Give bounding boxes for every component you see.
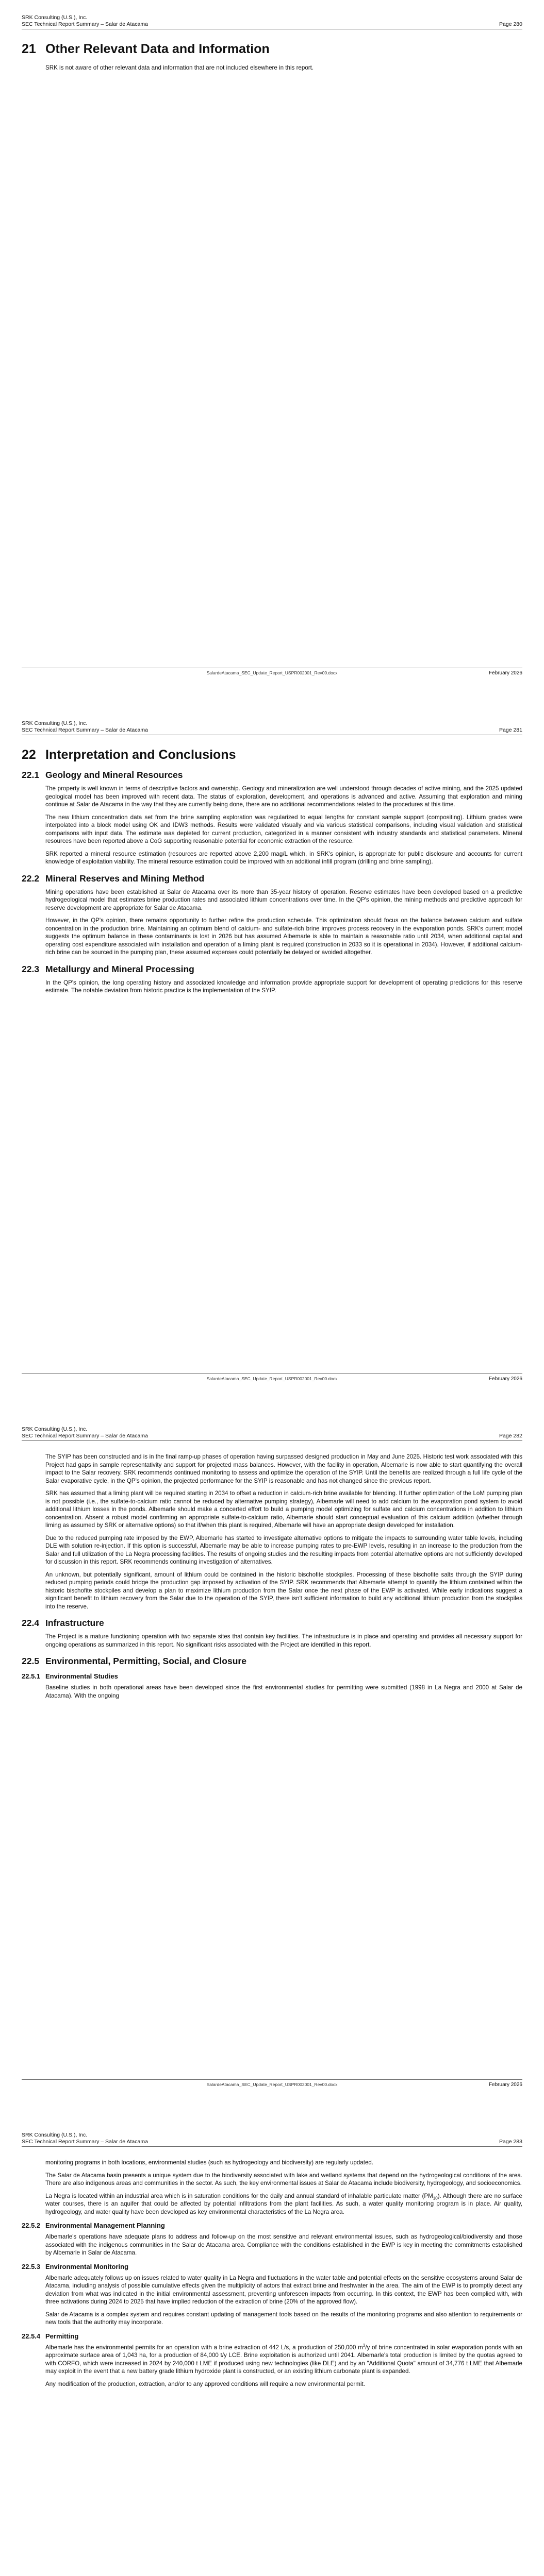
page-number: Page 282 — [499, 1433, 522, 1439]
subsection-number: 22.5.3 — [22, 2262, 41, 2270]
paragraph: The SYIP has been constructed and is in the final ramp-up phases of operation having surpassed designed production in May and June 2025. Historic test work associated with this Project had gaps in sample representativity and support for projected mass balances. However, with the facility in operation, Albemarle is now able to start quantifying the overall impact to the Salar recovery. SRK recommends continued monitoring to assess and optimize the operation of the SYIP. Until the benefits are realized through a full life cycle of the Salar evaporative cycle, in the QP's opinion, the projected performance for the SYIP is reasonable and has not changed since the previous report. — [45, 1453, 522, 1484]
page-header — [22, 14, 522, 28]
page-body — [22, 747, 522, 999]
subsection-number: 22.5.1 — [22, 1672, 41, 1680]
chapter-title: Interpretation and Conclusions — [45, 748, 236, 762]
page-number: Page 280 — [499, 21, 522, 27]
subsection-title: Permitting — [45, 2332, 79, 2340]
subsection-heading — [22, 2332, 522, 2341]
section-heading — [22, 1656, 522, 1667]
paragraph: The Project is a mature functioning operation with two separate sites that contain key facilities. The infrastructure is in place and operating and provides all necessary support for ongoing operations as summarized in this report. No significant risks associated with the Project are identified in this report. — [45, 1633, 522, 1648]
paragraph: SRK is not aware of other relevant data and information that are not included elsewhere in this report. — [45, 64, 314, 71]
footer-date: February 2026 — [488, 1376, 522, 1382]
section-heading — [22, 964, 522, 975]
subsection-heading — [22, 1672, 522, 1681]
section-number: 22.4 — [22, 1618, 40, 1628]
subsection-heading — [22, 2221, 522, 2230]
section-title: Mineral Reserves and Mining Method — [45, 873, 205, 884]
paragraph: Salar de Atacama is a complex system and requires constant updating of management tools based on the results of the monitoring programs and also attention to requirements or new tools that the authority may incorporate. — [45, 2311, 522, 2326]
company-name: SRK Consulting (U.S.), Inc. — [22, 1426, 88, 1432]
superscript: 3 — [362, 2343, 366, 2348]
footer-divider — [22, 2079, 522, 2080]
company-name: SRK Consulting (U.S.), Inc. — [22, 720, 88, 726]
paragraph — [45, 2192, 522, 2216]
section-number: 22.2 — [22, 873, 40, 884]
paragraph: Albemarle adequately follows up on issues related to water quality in La Negra and fluctuations in the water table and potential effects on the sensitive ecosystems around Salar de Atacama, including analysis of possible cumulative effects given the multiplicity of actors that extract brine and freshwater in the area. The aim of the EWP is to promptly detect any deviation from what was indicated in the initial environmental assessment, preventing unforeseen impacts from occurring. In this context, the EWP has been complied with, with three activations during 2024 to 2025 that have implied reduction of the extraction of brine (20% of the approved flow). — [45, 2274, 522, 2305]
paragraph: However, in the QP's opinion, there remains opportunity to further refine the production schedule. This optimization should focus on the balance between calcium and sulfate concentration in the production brine. Maintaining an optimum blend of calcium- and sulfate-rich brine improves process recovery in the evaporation ponds. SRK's current model suggests the optimum balance in these contaminants is lost in 2026 but has assumed Albemarle is able to maintain a reasonable ratio until 2034, when additional capital and operating cost expenditure associated with installation and operation of a liming plant is required (construction in 2033 so it is operational in 2034). However, if additional calcium-rich brine can be sourced in the pumping plan, these assumed expenses could potentially be delayed or avoided altogether. — [45, 917, 522, 956]
page-header — [22, 2132, 522, 2145]
footer-filename: SalardeAtacama_SEC_Update_Report_USPR002001_Rev00.docx — [206, 1376, 338, 1381]
paragraph: Any modification of the production, extraction, and/or to any approved conditions will require a new environmental permit. — [45, 2380, 365, 2387]
page-number: Page 281 — [499, 727, 522, 733]
paragraph: monitoring programs in both locations, environmental studies (such as hydrogeology and biodiversity) are regularly updated. — [45, 2159, 374, 2166]
section-number: 22.5 — [22, 1656, 40, 1666]
section-number: 22.3 — [22, 963, 40, 974]
footer-date: February 2026 — [488, 2082, 522, 2088]
report-title: SEC Technical Report Summary – Salar de Atacama — [22, 727, 148, 733]
section-heading — [22, 770, 522, 781]
paragraph: Due to the reduced pumping rate imposed by the EWP, Albemarle has started to investigate alternative options to mitigate the impacts to surrounding water table levels, including DLE with solution re-injection. If this option is successful, Albemarle may be able to increase pumping rates to pre-EWP levels, resulting in an increase to the production from the Salar and full utilization of the La Negra processing facilities. The results of ongoing studies and the resulting impacts from potential alternative options are not sufficiently developed for discussion in this report. SRK recommends continuing investigation of alternatives. — [45, 1534, 522, 1565]
section-title: Environmental, Permitting, Social, and Closure — [45, 1656, 246, 1666]
paragraph: The new lithium concentration data set from the brine sampling exploration was regularized to equal lengths for constant sample support (compositing). Lithium grades were interpolated into a block model using OK and IDW3 methods. Results were validated visually and via various statistical comparisons, including visual validation and statistical comparisons with input data. The estimate was depleted for current production, categorized in a manner consistent with industry standards and statistical parameters. Mineral resources have been reported above a CoG supporting reasonable potential for economic extraction of the resource. — [45, 814, 522, 844]
page-number: Page 283 — [499, 2139, 522, 2145]
text-run: /y of brine concentrated in solar evaporation ponds with an approximate surface area of 1,043 ha, for a production of 84,000 t/y LCE. Brine exploitation is authorized until 2041. Albemarle's total production is limited by the quotas agreed to with CORFO, which were increased in 2024 by 240,000 t LME if produced using new technologies (like DLE) and by an "Additional Quota" amount of 34,776 t LME that Albemarle may exploit in the event that a new battery grade lithium hydroxide plant is constructed, or an existing lithium carbonate plant is expanded. — [45, 2344, 522, 2375]
paragraph: SRK reported a mineral resource estimation (resources are reported above 2,200 mag/L which, in SRK's opinion, is appropriate for public disclosure and accounts for current knowledge of exploitation viability. The mineral resource estimation could be improved with an additional infill program (drilling and brine sampling). — [45, 850, 522, 865]
section-number: 22.1 — [22, 770, 40, 780]
subsection-title: Environmental Management Planning — [45, 2222, 165, 2229]
paragraph: Baseline studies in both operational areas have been developed since the first environmental studies for permitting were submitted (1998 in La Negra and 2000 at Salar de Atacama). With the ongoing — [45, 1684, 522, 1699]
section-heading — [22, 1618, 522, 1629]
footer-filename: SalardeAtacama_SEC_Update_Report_USPR002001_Rev00.docx — [206, 670, 338, 675]
paragraph: Albemarle's operations have adequate plans to address and follow-up on the most sensitive and relevant environmental issues, such as hydrogeological/biodiversity and those associated with the indigenous communities in the Salar de Atacama area. Compliance with the conditions established in the EWP is key in meeting the commitments established by Albemarle in Salar de Atacama. — [45, 2233, 522, 2256]
report-title: SEC Technical Report Summary – Salar de Atacama — [22, 21, 148, 27]
header-divider — [22, 2146, 522, 2147]
chapter-heading — [22, 41, 522, 57]
text-run: ). Although there are no surface water courses, there is an aquifer that could be affected by potential infiltrations from the plant facilities. As such, a water quality monitoring program is in place. Air quality, hydrogeology, and water quality have been developed as key environmental characteristics of the La Negra area. — [45, 2192, 522, 2215]
report-page — [0, 1412, 544, 2102]
section-heading — [22, 873, 522, 884]
subsection-heading — [22, 2262, 522, 2271]
footer-date: February 2026 — [488, 670, 522, 676]
report-title: SEC Technical Report Summary – Salar de Atacama — [22, 1433, 148, 1439]
page-body — [22, 41, 522, 77]
page-body — [22, 1453, 522, 1704]
section-title: Infrastructure — [45, 1618, 104, 1628]
chapter-number: 22 — [22, 748, 36, 762]
paragraph: An unknown, but potentially significant, amount of lithium could be contained in the historic bischofite stockpiles. Processing of these bischofite salts through the SYIP during reduced pumping periods could bridge the production gap imposed by activation of the SYIP. SRK recommends that Albemarle attempt to quantify the lithium contained within the historic bischofite stockpiles and develop a plan to maximize lithium production from the Salar once the next phase of the EWP is activated. While early indications suggest a significant benefit to lithium recovery from the Salar due to the operation of the SYIP, there isn't sufficient information to build any additional lithium production from the stockpiles into the reserve. — [45, 1571, 522, 1610]
page-header — [22, 720, 522, 734]
paragraph: The property is well known in terms of descriptive factors and ownership. Geology and mineralization are well understood through decades of active mining, and the 2025 updated geological model has been improved with recent data. The status of exploration, development, and operations is advanced and active. Assuming that exploration and mining continue at Salar de Atacama in the way that they are currently being done, there are no additional recommendations related to the procedures at this time. — [45, 785, 522, 808]
section-title: Geology and Mineral Resources — [45, 770, 183, 780]
footer-filename: SalardeAtacama_SEC_Update_Report_USPR002001_Rev00.docx — [206, 2082, 338, 2087]
company-name: SRK Consulting (U.S.), Inc. — [22, 14, 88, 21]
chapter-heading — [22, 747, 522, 762]
subsection-title: Environmental Monitoring — [45, 2262, 129, 2270]
company-name: SRK Consulting (U.S.), Inc. — [22, 2132, 88, 2138]
paragraph: Mining operations have been established at Salar de Atacama over its more than 35-year history of operation. Reserve estimates have been developed based on a predictive hydrogeological model that estimates brine production rates and associated lithium concentrations over time. In the QP's opinion, the mining methods and predictive approach for reserve development are appropriate for Salar de Atacama. — [45, 888, 522, 911]
page-header — [22, 1426, 522, 1439]
report-page — [0, 706, 544, 1396]
report-page — [0, 0, 544, 690]
paragraph: In the QP's opinion, the long operating history and associated knowledge and information provide appropriate support for development of operating predictions for this reserve estimate. The notable deviation from historic practice is the implementation of the SYIP. — [45, 979, 522, 994]
page-body — [22, 2159, 522, 2393]
subsection-number: 22.5.4 — [22, 2332, 41, 2340]
subsection-title: Environmental Studies — [45, 1672, 118, 1680]
report-title: SEC Technical Report Summary – Salar de Atacama — [22, 2139, 148, 2145]
text-run: Albemarle has the environmental permits for an operation with a brine extraction of 442 L/s, a production of 250,000 m — [45, 2344, 363, 2351]
report-page — [0, 2117, 544, 2576]
paragraph: The Salar de Atacama basin presents a unique system due to the biodiversity associated with lake and wetland systems that depend on the hydrogeological conditions of the area. There are also indigenous areas and communities in the sector. As such, the key environmental issues at Salar de Atacama include biodiversity, hydrogeology, and socioeconomics. — [45, 2172, 522, 2187]
subscript: 10 — [433, 2195, 438, 2200]
section-title: Metallurgy and Mineral Processing — [45, 963, 194, 974]
chapter-number: 21 — [22, 42, 36, 56]
header-divider — [22, 1440, 522, 1441]
paragraph: SRK has assumed that a liming plant will be required starting in 2034 to offset a reduction in calcium-rich brine available for blending. If further optimization of the LoM pumping plan is not possible (i.e., the sulfate-to-calcium ratio cannot be reduced by alternative pumping strategy), Albemarle will need to add calcium to the evaporation pond system to avoid additional lithium losses in the ponds. Albemarle should make a concerted effort to build a pumping model optimizing for sulfate and calcium concentrations in addition to lithium concentration. Absent a robust model confirming an appropriate sulfate-to-calcium ratio, Albemarle should start conceptual evaluation of this calcium addition (whether through liming as assumed by SRK or alternative options) so that if/when this plant is required, Albemarle will have an appropriate design developed for installation. — [45, 1490, 522, 1529]
paragraph — [45, 2344, 522, 2376]
chapter-title: Other Relevant Data and Information — [45, 42, 270, 56]
text-run: La Negra is located within an industrial area which is in saturation conditions for the daily and annual standard of inhalable particulate matter (PM — [45, 2192, 433, 2199]
subsection-number: 22.5.2 — [22, 2222, 41, 2229]
